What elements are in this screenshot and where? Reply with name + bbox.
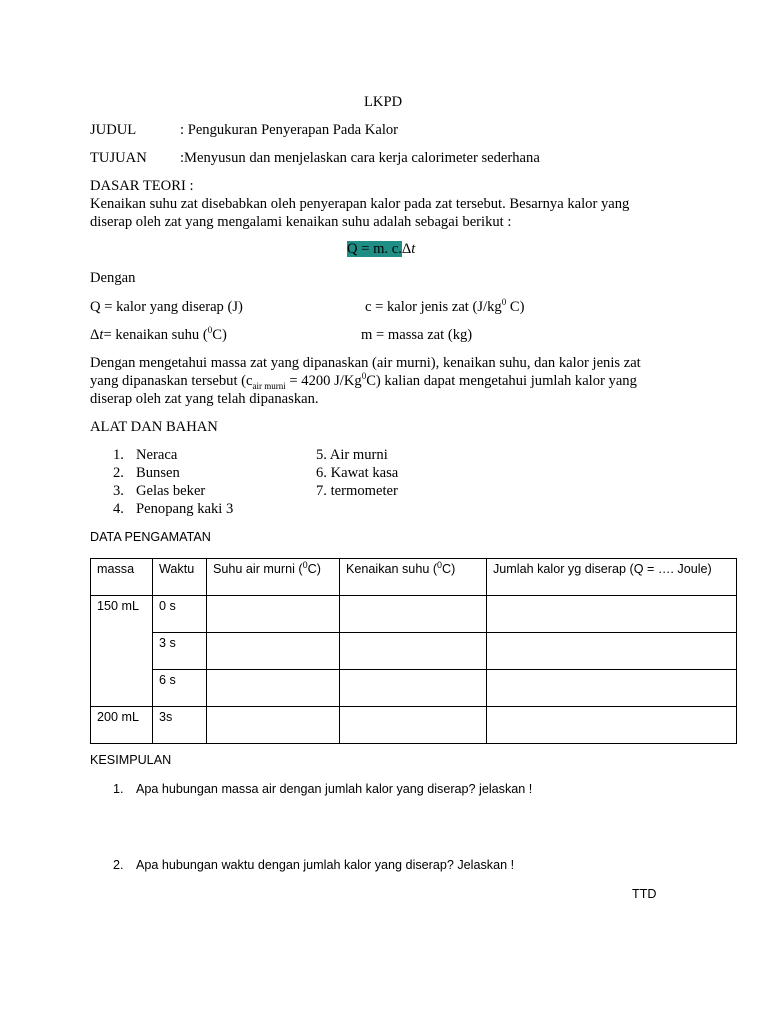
cell-waktu: 3s: [153, 707, 207, 744]
judul-label: JUDUL: [90, 122, 137, 138]
list-item: 7. termometer: [316, 483, 398, 499]
table-row: [91, 596, 737, 633]
cell-empty[interactable]: [340, 633, 487, 670]
para2-line2: [90, 373, 637, 390]
dasar-teori-line2: diserap oleh zat yang mengalami kenaikan suhu adalah sebagai berikut :: [90, 214, 512, 230]
c-definition: [365, 299, 524, 316]
formula-highlight: Q = m. c.: [347, 241, 402, 257]
cell-empty[interactable]: [487, 670, 737, 707]
list-item-num: 4.: [113, 501, 124, 517]
m-definition: m = massa zat (kg): [361, 327, 473, 343]
cell-empty[interactable]: [340, 596, 487, 633]
para2-line2-rest: C) kalian dapat mengetahui jumlah kalor yang: [366, 373, 637, 389]
question-item: Apa hubungan waktu dengan jumlah kalor yang diserap? Jelaskan !: [136, 858, 515, 872]
c-definition-unit: C): [506, 299, 525, 315]
list-item: Penopang kaki 3: [136, 501, 234, 517]
header-suhu-unit: C): [307, 562, 321, 576]
cell-empty[interactable]: [340, 707, 487, 744]
data-table: [90, 558, 737, 744]
cell-massa: 200 mL: [91, 707, 153, 744]
cell-empty[interactable]: [487, 633, 737, 670]
para2-line1: Dengan mengetahui massa zat yang dipanaskan (air murni), kenaikan suhu, dan kalor jenis zat: [90, 355, 641, 371]
data-pengamatan-heading: DATA PENGAMATAN: [90, 530, 211, 544]
dt-definition-unit: C): [212, 327, 227, 343]
question-num: 1.: [113, 782, 124, 796]
alat-bahan-heading: ALAT DAN BAHAN: [90, 419, 218, 435]
list-item: 5. Air murni: [316, 447, 388, 463]
dasar-teori-heading: DASAR TEORI :: [90, 178, 194, 194]
cell-waktu: 0 s: [153, 596, 207, 633]
degree-sup: 0: [302, 559, 308, 570]
header-massa: massa: [91, 559, 153, 596]
para2-line3: diserap oleh zat yang telah dipanaskan.: [90, 391, 319, 407]
cell-massa: 150 mL: [91, 596, 153, 707]
tujuan-label: TUJUAN: [90, 150, 147, 166]
degree-sup: 0: [501, 297, 507, 308]
cell-empty[interactable]: [487, 596, 737, 633]
list-item-num: 3.: [113, 483, 124, 499]
cell-empty[interactable]: [487, 707, 737, 744]
table-row: [91, 633, 737, 670]
kesimpulan-heading: KESIMPULAN: [90, 753, 172, 767]
cell-empty[interactable]: [207, 670, 340, 707]
subscript-air-murni: air murni: [252, 380, 286, 391]
dasar-teori-line1: Kenaikan suhu zat disebabkan oleh penyerapan kalor pada zat tersebut. Besarnya kalor yang: [90, 196, 630, 212]
signature-label: TTD: [632, 887, 657, 901]
delta-symbol: Δ: [90, 327, 100, 343]
para2-line2-value: = 4200 J/Kg: [285, 373, 362, 389]
dt-definition-text: = kenaikan suhu (: [103, 327, 208, 343]
document-title: LKPD: [364, 94, 403, 110]
list-item: Bunsen: [136, 465, 180, 481]
degree-sup: 0: [207, 325, 213, 336]
formula: [347, 241, 415, 258]
tujuan-value: :Menyusun dan menjelaskan cara kerja calorimeter sederhana: [180, 150, 540, 166]
cell-empty[interactable]: [207, 707, 340, 744]
table-row: [91, 670, 737, 707]
dt-definition: [90, 327, 227, 344]
formula-t: t: [411, 241, 416, 257]
list-item: Gelas beker: [136, 483, 206, 499]
question-num: 2.: [113, 858, 124, 872]
degree-sup: 0: [437, 559, 443, 570]
cell-empty[interactable]: [340, 670, 487, 707]
header-suhu: [207, 559, 340, 596]
list-item-num: 1.: [113, 447, 124, 463]
question-item: Apa hubungan massa air dengan jumlah kalor yang diserap? jelaskan !: [136, 782, 533, 796]
cell-empty[interactable]: [207, 596, 340, 633]
list-item-num: 2.: [113, 465, 124, 481]
header-kenaikan: [340, 559, 487, 596]
dt-t: t: [99, 327, 104, 343]
cell-waktu: 6 s: [153, 670, 207, 707]
dengan-label: Dengan: [90, 270, 136, 286]
delta-symbol: Δ: [401, 241, 412, 257]
degree-sup: 0: [361, 371, 367, 382]
para2-line2-text: yang dipanaskan tersebut (c: [90, 373, 253, 389]
c-definition-text: c = kalor jenis zat (J/kg: [365, 299, 502, 315]
header-jumlah: Jumlah kalor yg diserap (Q = …. Joule): [487, 559, 737, 596]
table-header-row: [91, 559, 737, 596]
table-row: [91, 707, 737, 744]
q-definition: Q = kalor yang diserap (J): [90, 299, 243, 315]
header-kenaikan-text: Kenaikan suhu (: [346, 562, 438, 576]
list-item: Neraca: [136, 447, 178, 463]
header-waktu: Waktu: [153, 559, 207, 596]
header-suhu-text: Suhu air murni (: [213, 562, 303, 576]
cell-empty[interactable]: [207, 633, 340, 670]
judul-value: : Pengukuran Penyerapan Pada Kalor: [180, 122, 399, 138]
cell-waktu: 3 s: [153, 633, 207, 670]
header-kenaikan-unit: C): [442, 562, 456, 576]
list-item: 6. Kawat kasa: [316, 465, 399, 481]
